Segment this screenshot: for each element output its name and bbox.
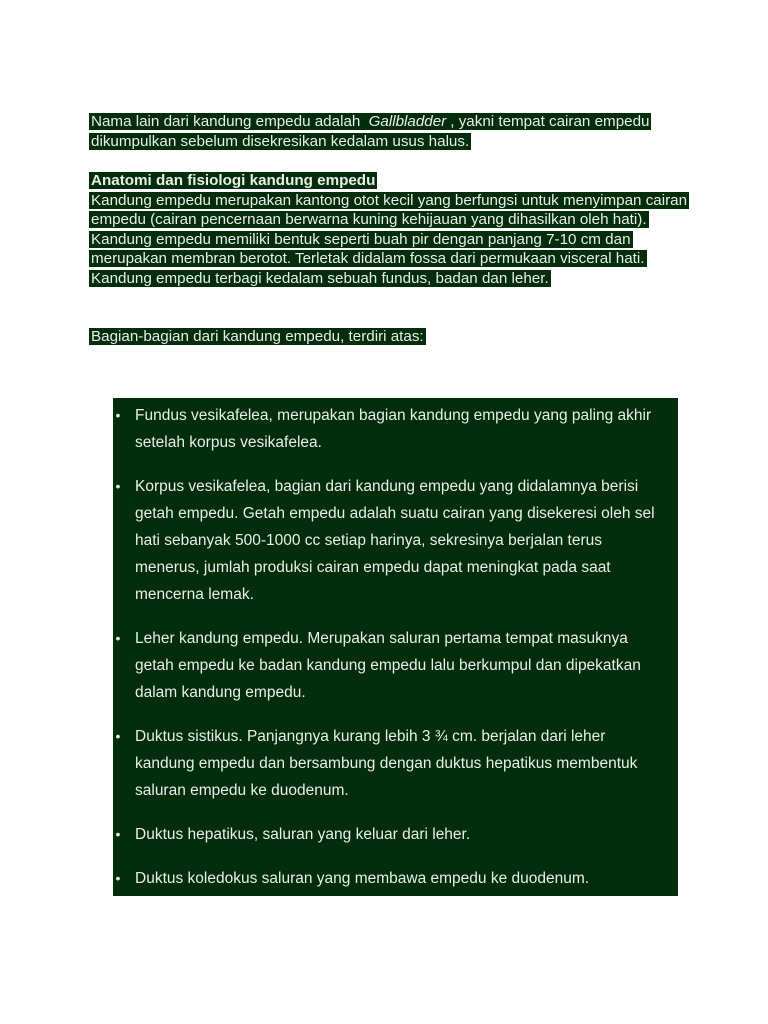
anatomy-body: Kandung empedu merupakan kantong otot kecil yang berfungsi untuk menyimpan cairan empedu (cairan pencernaan berwarna kuning kehijauan yang dihasilkan oleh hati). Kandung empedu memiliki bentuk seperti buah pir dengan panjang 7-10 cm dan merupakan membran berotot. Terletak didalam fossa dari permukaan visceral hati. Kandung empedu terbagi kedalam sebuah fundus, badan dan leher. — [91, 191, 688, 287]
intro-text-after: , yakni tempat cairan empedu dikumpulkan sebelum disekresikan kedalam usus halus. — [91, 113, 650, 150]
gallbladder-term: Gallbladder — [368, 113, 447, 130]
list-item — [113, 723, 664, 804]
bullet-icon: • — [115, 728, 121, 744]
list-item-text: Korpus vesikafelea, bagian dari kandung empedu yang didalamnya berisi getah empedu. Getah empedu adalah suatu cairan yang disekeresi oleh sel hati sebanyak 500-1000 cc setiap harinya, sekresinya berjalan terus menerus, jumlah produksi cairan empedu dapat meningkat pada saat mencerna lemak. — [135, 478, 655, 603]
parts-intro-paragraph — [89, 327, 689, 347]
list-item — [113, 865, 664, 892]
list-item — [113, 402, 664, 456]
bullet-icon: • — [115, 826, 121, 842]
list-item-text: Duktus hepatikus, saluran yang keluar dari leher. — [135, 826, 471, 843]
bullet-icon: • — [115, 478, 121, 494]
intro-paragraph — [89, 112, 689, 151]
bullet-icon: • — [115, 407, 121, 423]
list-item-text: Duktus koledokus saluran yang membawa empedu ke duodenum. — [135, 870, 590, 887]
list-item-text: Leher kandung empedu. Merupakan saluran pertama tempat masuknya getah empedu ke badan kandung empedu lalu berkumpul dan dipekatkan dalam kandung empedu. — [135, 630, 641, 701]
list-item-text: Duktus sistikus. Panjangnya kurang lebih 3 ¾ cm. berjalan dari leher kandung empedu dan bersambung dengan duktus hepatikus membentuk saluran empedu ke duodenum. — [135, 728, 638, 799]
parts-list-box — [113, 398, 678, 896]
intro-text-before: Nama lain dari kandung empedu adalah — [91, 113, 365, 130]
bullet-icon: • — [115, 630, 121, 646]
bullet-icon: • — [115, 870, 121, 886]
anatomy-heading: Anatomi dan fisiologi kandung empedu — [91, 172, 376, 189]
list-item — [113, 625, 664, 706]
list-item — [113, 473, 664, 608]
list-item-text: Fundus vesikafelea, merupakan bagian kandung empedu yang paling akhir setelah korpus vesikafelea. — [135, 407, 652, 451]
list-item — [113, 821, 664, 848]
anatomy-section — [89, 171, 689, 288]
parts-intro-text: Bagian-bagian dari kandung empedu, terdiri atas: — [91, 328, 424, 345]
parts-list — [113, 402, 664, 892]
